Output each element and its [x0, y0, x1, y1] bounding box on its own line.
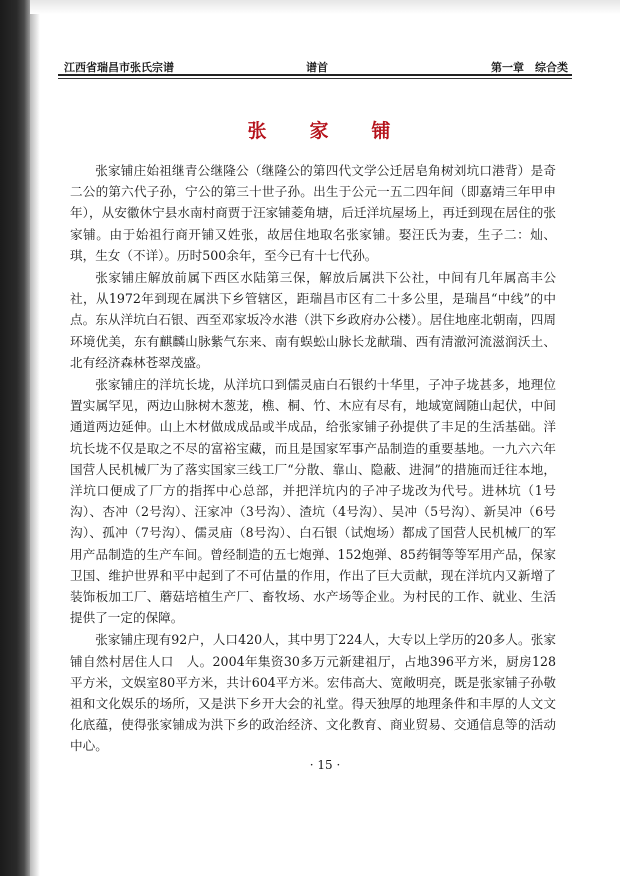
paragraph-yangkeng: 张家铺庄的洋坑长垅，从洋坑口到儒灵庙白石银约十华里，子冲子垅甚多，地理位置实属罕见，两边山脉树木葱茏，樵、桐、竹、木应有尽有，地域宽阔随山起伏，中间通道两边延伸。山上木材做成成品或半成品，给张家铺子孙提供了丰足的生活基础。洋坑长垅不仅是取之不尽的富裕宝藏，而且是国家军事产品制造的重要基地。一九六六年国营人民机械厂为了落实国家三线工厂“分散、靠山、隐蔽、进洞”的措施而迁往本地，洋坑口便成了厂方的指挥中心总部，并把洋坑内的子冲子垅改为代号。进林坑（1号沟）、杏冲（2号沟）、汪家冲（3号沟）、渣坑（4号沟）、吴冲（5号沟）、新吴冲（6号沟）、孤冲（7号沟）、儒灵庙（8号沟）、白石银（试炮场）都成了国营人民机械厂的军用产品制造的生产车间。曾经制造的五七炮弹、152炮弹、85药铜等等军用产品，保家卫国、维护世界和平中起到了不可估量的作用，作出了巨大贡献，现在洋坑内又新增了装饰板加工厂、蘑菇培植生产厂、畜牧场、水产场等企业。为村民的工作、就业、生活提供了一定的保障。 — [70, 377, 556, 626]
header-section: 谱首 — [306, 61, 328, 74]
header-rule-thick — [58, 74, 572, 76]
paragraph-location: 张家铺庄解放前属下西区水陆第三保，解放后属洪下公社，中间有几年属高丰公社，从1972年到现在属洪下乡管辖区，距瑞昌市区有二十多公里，是瑞昌“中线”的中点。东从洋坑白石银、西至邓家坂冷水港（洪下乡政府办公楼）。居住地座北朝南，四周环境优美，东有麒麟山脉紫气东来、南有蜈蚣山脉长龙献瑞、西有清澈河流滋润沃土、北有经济森林苍翠茂盛。 — [70, 270, 556, 370]
header-book-title: 江西省瑞昌市张氏宗谱 — [64, 61, 174, 74]
scan-top-edge — [30, 0, 620, 14]
page-title: 张 家 铺 — [247, 120, 403, 142]
book-spine-shadow — [0, 0, 30, 876]
paragraph-population: 张家铺庄现有92户，人口420人，其中男丁224人，大专以上学历的20多人。张家铺自然村居住人口 人。2004年集资30多万元新建祖厅，占地396平方米，厨房128平方米，文娱室80平方米，共计604平方米。宏伟高大、宽敞明亮，既是张家铺子孙敬祖和文化娱乐的场所，又是洪下乡开大会的礼堂。得天独厚的地理条件和丰厚的人文文化底蕴，使得张家铺成为洪下乡的政治经济、文化教育、商业贸易、交通信息等的活动中心。 — [70, 632, 556, 754]
header-rule-thin — [58, 78, 572, 79]
header-chapter: 第一章 综合类 — [491, 61, 568, 74]
paragraph-origin: 张家铺庄始祖继青公继隆公（继隆公的第四代文学公迁居皂角树刘坑口港背）是奇二公的第六代子孙，宁公的第三十世子孙。出生于公元一五二四年间（即嘉靖三年甲申年），从安徽休宁县水南村商贾于汪家铺菱角塘，后迁洋坑屋场上，再迁到现在居住的张家铺。由于始祖行商开铺又姓张，故居住地取名张家铺。娶汪氏为妻，生子二：灿、琪，生女（不详）。历时500余年，至今已有十七代孙。 — [70, 163, 556, 263]
page-number: · 15 · — [309, 758, 341, 772]
article-body — [70, 160, 556, 758]
